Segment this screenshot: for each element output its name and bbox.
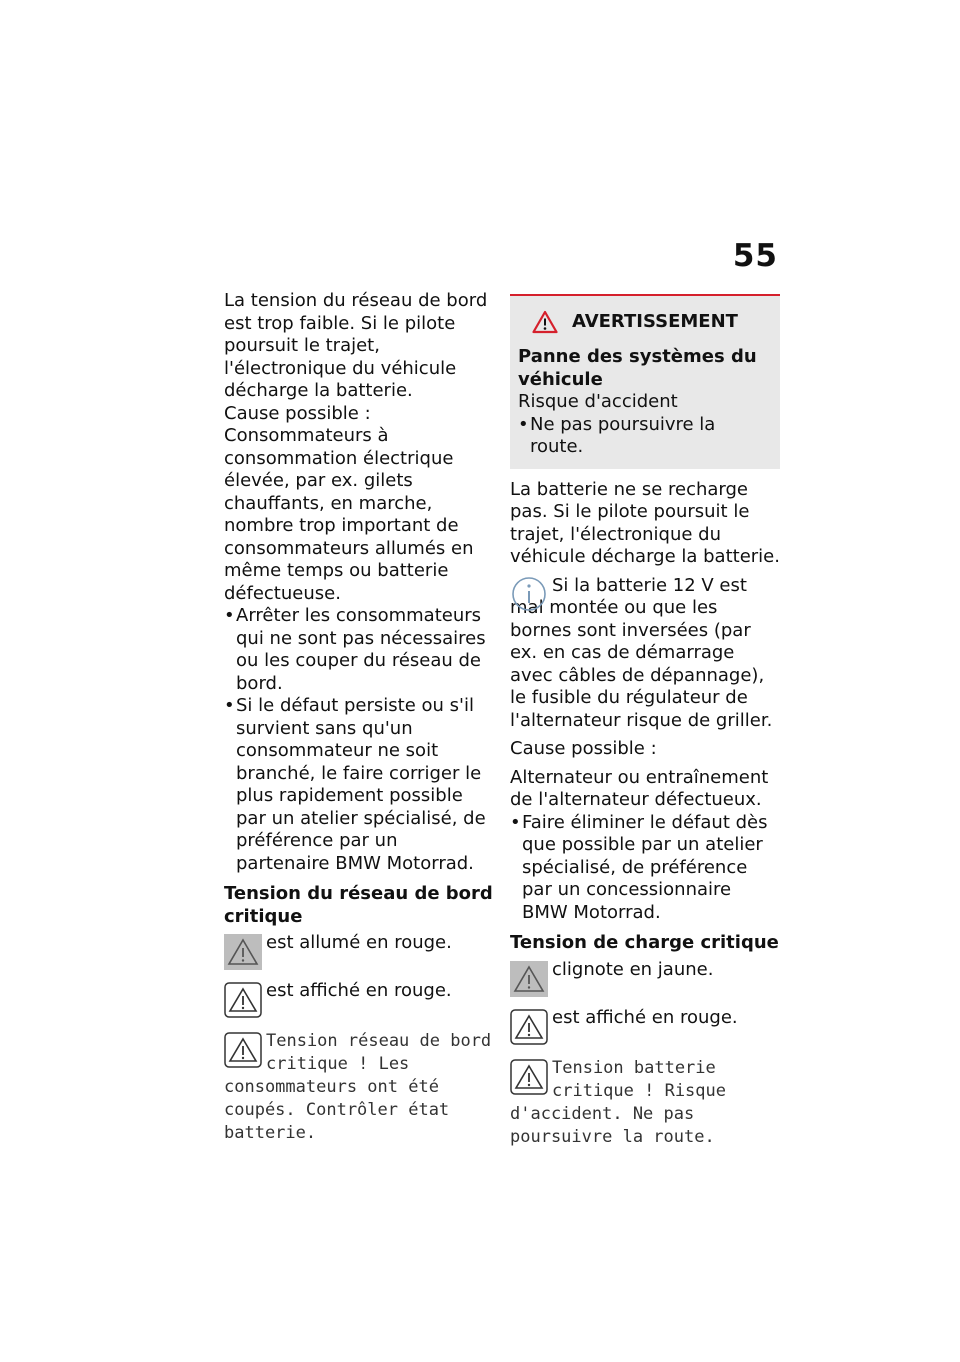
left-message-first: Tension réseau de bord critique ! Les <box>266 1031 492 1074</box>
right-lamp-text: clignote en jaune. <box>552 958 714 980</box>
warning-subtitle: Panne des systèmes du véhicule <box>518 346 757 390</box>
right-message-rest: d'accident. Ne pas poursuivre la route. <box>510 1103 715 1147</box>
warning-display-icon <box>224 982 262 1018</box>
left-cause-text: Consommateurs à consommation électrique élevée, par ex. gilets chauffants, en marche, nombre trop important de consommateurs allumés en même temps ou batterie défectueuse. <box>224 425 474 604</box>
warning-lamp-icon <box>510 961 548 997</box>
right-lamp-row <box>510 959 780 1003</box>
left-message-rest: consommateurs ont été coupés. Contrôler état batterie. <box>224 1077 450 1143</box>
warning-box <box>510 294 780 469</box>
warning-risk: Risque d'accident <box>518 391 678 412</box>
left-column <box>224 290 494 1145</box>
right-cause-text: Alternateur ou entraînement de l'alternateur défectueux. <box>510 766 769 810</box>
right-info-row <box>510 575 780 733</box>
warning-lamp-icon <box>224 934 262 970</box>
list-item: • Arrêter les consommateurs qui ne sont pas nécessaires ou les couper du réseau de bord. <box>224 605 494 695</box>
left-display-row <box>224 980 494 1024</box>
left-lamp-text: est allumé en rouge. <box>266 932 452 953</box>
warning-title-row <box>518 310 772 334</box>
left-heading: Tension du réseau de bord critique <box>224 883 493 927</box>
left-display-text: est affiché en rouge. <box>266 980 452 1001</box>
right-display-text: est affiché en rouge. <box>552 1006 738 1028</box>
page-number: 55 <box>732 238 778 274</box>
left-bullet-list <box>224 605 494 875</box>
warning-display-icon <box>224 1032 262 1068</box>
right-intro: La batterie ne se recharge pas. Si le pilote poursuit le trajet, l'électronique du véhicule décharge la batterie. <box>510 478 780 567</box>
right-message-first: Tension batterie critique ! Risque <box>552 1057 726 1101</box>
right-column <box>510 290 780 1149</box>
right-heading: Tension de charge critique <box>510 932 779 953</box>
right-cause-label: Cause possible : <box>510 738 657 759</box>
left-display-message <box>224 1030 494 1145</box>
right-display-message <box>510 1057 780 1149</box>
left-intro: La tension du réseau de bord est trop faible. Si le pilote poursuit le trajet, l'électronique du véhicule décharge la batterie. <box>224 290 488 401</box>
warning-bullet-list <box>518 414 772 459</box>
right-info-text: Si la batterie 12 V est mal montée ou que les bornes sont inversées (par ex. en cas de démarrage avec câbles de dépannage), le fusible du régulateur de l'alternateur risque de griller. <box>510 574 773 731</box>
warning-display-icon <box>510 1009 548 1045</box>
warning-display-icon <box>510 1059 548 1095</box>
warning-title: AVERTISSEMENT <box>572 310 738 332</box>
left-lamp-row <box>224 932 494 976</box>
right-bullet-list <box>510 812 780 925</box>
info-icon <box>510 575 548 613</box>
list-item: • Ne pas poursuivre la route. <box>518 414 772 459</box>
list-item: • Faire éliminer le défaut dès que possible par un atelier spécialisé, de préférence par un concessionnaire BMW Motorrad. <box>510 812 780 925</box>
right-display-row <box>510 1007 780 1051</box>
warning-triangle-icon <box>532 310 558 334</box>
list-item: • Si le défaut persiste ou s'il survient sans qu'un consommateur ne soit branché, le faire corriger le plus rapidement possible par un atelier spécialisé, de préférence par un partenaire BMW Motorrad. <box>224 695 494 875</box>
left-cause-label: Cause possible : <box>224 402 371 424</box>
